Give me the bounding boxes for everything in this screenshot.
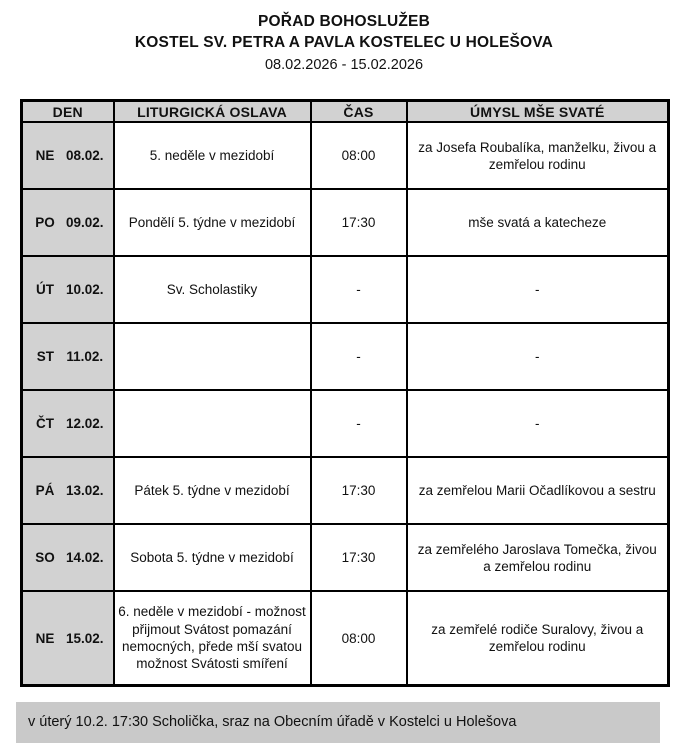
celebration-cell: Sobota 5. týdne v mezidobí: [114, 524, 311, 591]
col-header-liturgicka-oslava: LITURGICKÁ OSLAVA: [114, 100, 311, 122]
time-cell: 17:30: [311, 524, 407, 591]
time-cell: 08:00: [311, 122, 407, 189]
time-cell: 17:30: [311, 189, 407, 256]
time-cell: 08:00: [311, 591, 407, 685]
intention-cell: -: [407, 256, 669, 323]
header-row: [22, 100, 669, 122]
day-abbr: NE: [35, 148, 55, 164]
intention-cell: za zemřelou Marii Očadlíkovou a sestru: [407, 457, 669, 524]
time-cell: -: [311, 323, 407, 390]
day-abbr: ČT: [35, 416, 54, 432]
day-date: 15.02.: [65, 630, 104, 646]
intention-cell: za zemřelé rodiče Suralovy, živou a zemřelou rodinu: [407, 591, 669, 685]
footer-note-text: v úterý 10.2. 17:30 Scholička, sraz na Obecním úřadě v Kostelci u Holešova: [28, 714, 517, 731]
page-title: POŘAD BOHOSLUŽEB: [258, 13, 430, 30]
col-header-umysl: ÚMYSL MŠE SVATÉ: [407, 100, 669, 122]
title-block: [0, 11, 688, 75]
celebration-cell: [114, 323, 311, 390]
day-cell: [22, 189, 114, 256]
celebration-cell: Pondělí 5. týdne v mezidobí: [114, 189, 311, 256]
day-cell: [22, 457, 114, 524]
day-abbr: PO: [35, 215, 55, 231]
day-cell: [22, 390, 114, 457]
schedule-table: [20, 99, 670, 687]
intention-cell: za zemřelého Jaroslava Tomečka, živou a zemřelou rodinu: [407, 524, 669, 591]
day-abbr: PÁ: [35, 483, 55, 499]
day-date: 08.02.: [65, 148, 104, 164]
table-row: [22, 122, 669, 189]
day-date: 11.02.: [66, 349, 104, 365]
time-cell: 17:30: [311, 457, 407, 524]
day-abbr: ST: [36, 349, 54, 365]
table-row: [22, 591, 669, 685]
day-cell: [22, 122, 114, 189]
intention-cell: za Josefa Roubalíka, manželku, živou a zemřelou rodinu: [407, 122, 669, 189]
intention-cell: mše svatá a katecheze: [407, 189, 669, 256]
day-cell: [22, 256, 114, 323]
day-cell: [22, 524, 114, 591]
day-abbr: ÚT: [35, 282, 54, 298]
celebration-cell: [114, 390, 311, 457]
time-cell: -: [311, 390, 407, 457]
table-row: [22, 323, 669, 390]
day-date: 10.02.: [65, 282, 104, 298]
date-range: 08.02.2026 - 15.02.2026: [264, 56, 424, 73]
col-header-den: DEN: [22, 100, 114, 122]
table-row: [22, 524, 669, 591]
day-cell: [22, 323, 114, 390]
table-row: [22, 256, 669, 323]
intention-cell: -: [407, 323, 669, 390]
day-date: 09.02.: [65, 215, 104, 231]
celebration-cell: 6. neděle v mezidobí - možnost přijmout Svátost pomazání nemocných, přede mší svatou možnost Svátosti smíření: [114, 591, 311, 685]
time-cell: -: [311, 256, 407, 323]
day-date: 13.02.: [65, 483, 104, 499]
celebration-cell: Sv. Scholastiky: [114, 256, 311, 323]
day-date: 12.02.: [65, 416, 104, 432]
day-date: 14.02.: [65, 550, 104, 566]
intention-cell: -: [407, 390, 669, 457]
day-abbr: NE: [35, 630, 55, 646]
church-name: KOSTEL SV. PETRA A PAVLA KOSTELEC U HOLEŠOVA: [134, 34, 554, 52]
table-row: [22, 189, 669, 256]
celebration-cell: 5. neděle v mezidobí: [114, 122, 311, 189]
day-abbr: SO: [35, 550, 55, 566]
col-header-cas: ČAS: [311, 100, 407, 122]
day-cell: [22, 591, 114, 685]
table-row: [22, 457, 669, 524]
footer-note-bar: [16, 702, 660, 743]
celebration-cell: Pátek 5. týdne v mezidobí: [114, 457, 311, 524]
table-row: [22, 390, 669, 457]
